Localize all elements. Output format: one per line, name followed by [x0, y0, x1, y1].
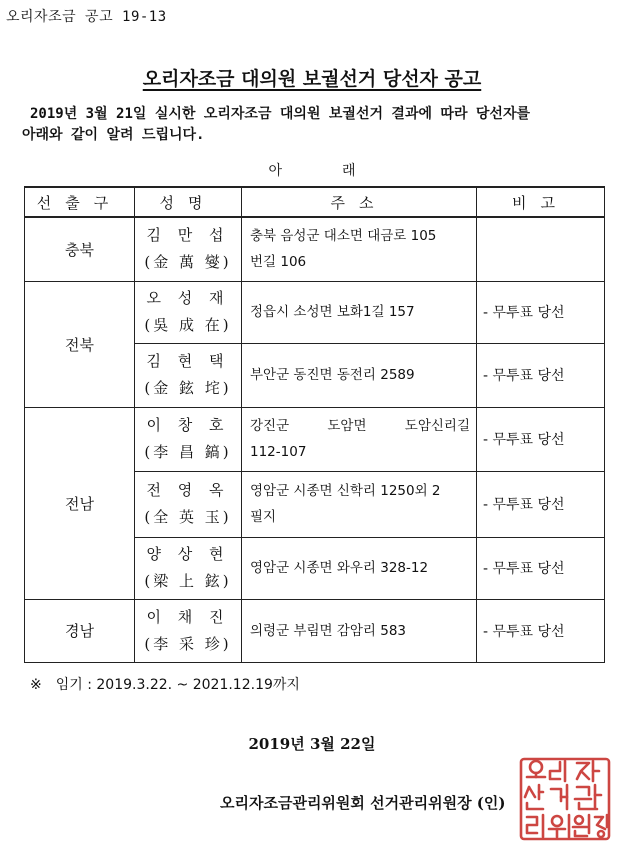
address-cell [242, 217, 477, 281]
candidate-name: 양 상 현 [146, 545, 230, 563]
address-line-2: 번길 106 [250, 254, 307, 271]
official-seal [519, 757, 611, 841]
note-cell: - 무투표 당선 [477, 599, 605, 662]
district-cell: 전북 [25, 281, 135, 407]
name-cell [135, 407, 242, 471]
candidate-hanja: (金 鉉 垞) [144, 379, 232, 397]
address-cell: 의령군 부림면 감암리 583 [242, 599, 477, 662]
header-address: 주소 [242, 187, 477, 217]
results-table [24, 186, 605, 663]
table-header-row [25, 187, 605, 217]
candidate-name: 김 만 섭 [146, 226, 230, 245]
intro-paragraph [22, 104, 612, 146]
candidate-name: 오 성 재 [146, 289, 230, 307]
note-cell: - 무투표 당선 [477, 343, 605, 407]
intro-line-1: 2019년 3월 21일 실시한 오리자조금 대의원 보궐선거 결과에 따라 당선자를 [30, 106, 531, 122]
address-line-1: 강진군 도암면 도암신리길 [250, 418, 470, 434]
candidate-name: 김 현 택 [146, 352, 230, 370]
header-name: 성명 [135, 187, 242, 217]
address-cell [242, 407, 477, 471]
candidate-name: 이 채 진 [146, 607, 230, 626]
candidate-hanja: (金 萬 燮) [144, 253, 232, 272]
address-cell: 부안군 동진면 동전리 2589 [242, 343, 477, 407]
header-district: 선출구 [25, 187, 135, 217]
address-cell: 정읍시 소성면 보화1길 157 [242, 281, 477, 343]
note-cell [477, 217, 605, 281]
name-cell [135, 343, 242, 407]
candidate-hanja: (李 采 珍) [144, 634, 232, 653]
candidate-name: 이 창 호 [146, 416, 230, 434]
district-cell: 전남 [25, 407, 135, 599]
note-cell: - 무투표 당선 [477, 281, 605, 343]
note-cell: - 무투표 당선 [477, 537, 605, 599]
district-cell: 경남 [25, 599, 135, 662]
candidate-name: 전 영 옥 [146, 481, 230, 499]
candidate-hanja: (全 英 玉) [144, 508, 232, 526]
name-cell [135, 537, 242, 599]
table-row [25, 217, 605, 281]
address-line-2: 필지 [250, 509, 277, 525]
document-number: 오리자조금 공고 19-13 [6, 9, 167, 25]
name-cell [135, 281, 242, 343]
term-text: 임기 : 2019.3.22. ~ 2021.12.19까지 [55, 677, 300, 693]
issue-date: 2019년 3월 22일 [248, 735, 376, 753]
notice-label: 아래 [268, 163, 416, 179]
note-cell: - 무투표 당선 [477, 471, 605, 537]
address-cell [242, 471, 477, 537]
title-text: 오리자조금 대의원 보궐선거 당선자 공고 [142, 68, 482, 90]
candidate-hanja: (梁 上 鉉) [144, 572, 232, 590]
address-line-1: 영암군 시종면 신학리 1250외 2 [250, 483, 441, 499]
address-line-2: 112-107 [250, 444, 307, 460]
district-cell: 충북 [25, 217, 135, 281]
table-row [25, 281, 605, 343]
address-cell: 영암군 시종면 와우리 328-12 [242, 537, 477, 599]
candidate-hanja: (李 昌 鎬) [144, 443, 232, 461]
issuer-signature: 오리자조금관리위원회 선거관리위원장 (인) [220, 794, 506, 812]
name-cell [135, 471, 242, 537]
name-cell [135, 217, 242, 281]
name-cell [135, 599, 242, 662]
note-cell: - 무투표 당선 [477, 407, 605, 471]
intro-line-2: 아래와 같이 알려 드립니다. [22, 127, 205, 143]
table-row [25, 599, 605, 662]
reference-mark: ※ [30, 677, 42, 693]
address-line-1: 충북 음성군 대소면 대금로 105 [250, 228, 437, 245]
page-title [0, 64, 624, 91]
candidate-hanja: (吳 成 在) [144, 316, 232, 334]
table-row [25, 407, 605, 471]
term-footnote [30, 674, 300, 694]
header-note: 비고 [477, 187, 605, 217]
